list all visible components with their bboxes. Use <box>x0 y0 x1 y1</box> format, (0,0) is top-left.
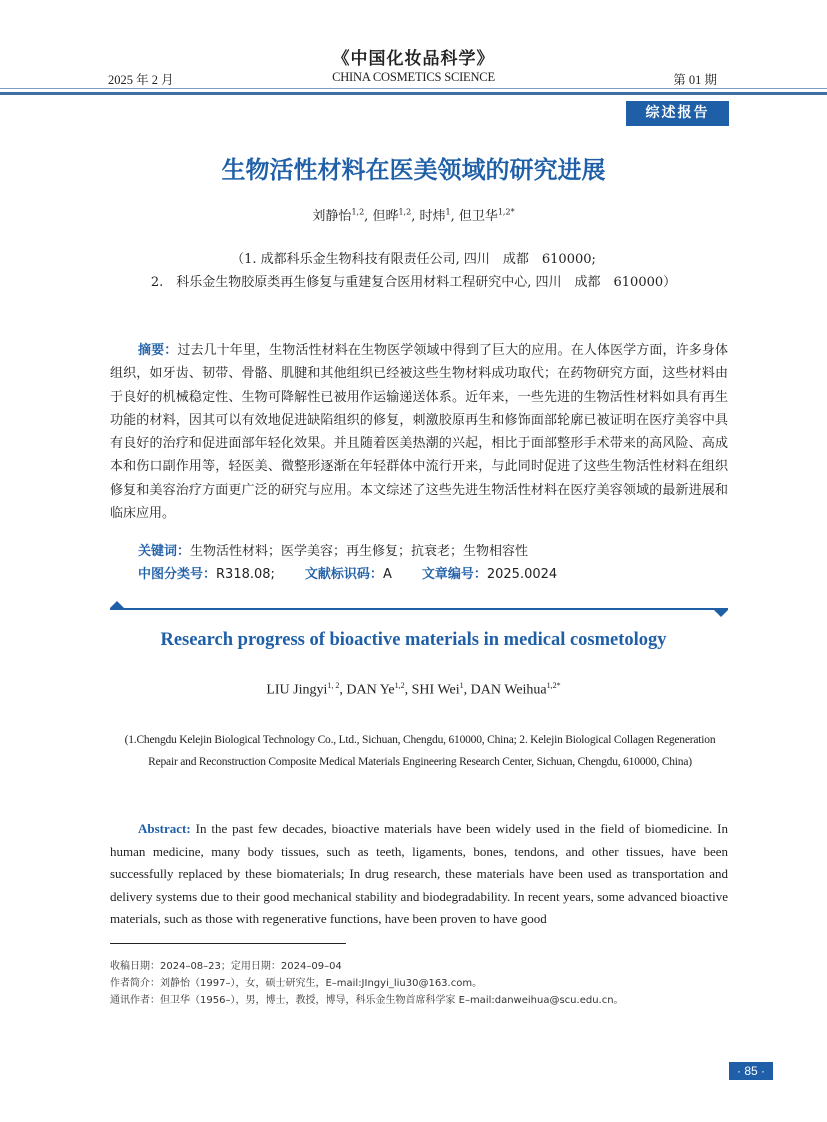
author-name: 时炜 <box>419 209 446 224</box>
author-affiliation-sup: 1,2 <box>394 681 405 690</box>
header-rule-thin <box>0 88 827 89</box>
footnote-corresponding-author: 通讯作者：但卫华（1956–），男，博士，教授，博导，科乐金生物首席科学家 E–mail:danweihua@scu.edu.cn。 <box>110 995 624 1006</box>
article-no-value: 2025.0024 <box>486 567 558 582</box>
abstract-cn <box>110 339 728 525</box>
page-number: · 85 · <box>729 1062 773 1080</box>
issue-date: 2025 年 2 月 <box>108 73 174 87</box>
author-affiliation-sup: 1,2 <box>398 207 412 217</box>
journal-name-en: CHINA COSMETICS SCIENCE <box>332 70 495 84</box>
author-name: DAN Ye <box>346 682 395 698</box>
keywords-text: 生物活性材料；医学美容；再生修复；抗衰老；生物相容性 <box>190 544 529 559</box>
author-affiliation-sup: 1 <box>459 681 464 690</box>
header-rule-thick <box>0 92 827 95</box>
section-badge: 综述报告 <box>626 101 729 126</box>
abstract-cn-label: 摘要： <box>138 343 178 358</box>
keywords-label: 关键词： <box>138 544 191 559</box>
author-affiliation-sup: 1,2* <box>497 207 515 217</box>
classification-line <box>138 563 557 582</box>
author-name: 刘静怡 <box>312 209 352 224</box>
affiliations-cn <box>0 248 827 294</box>
clc-label: 中图分类号： <box>138 567 217 582</box>
author-name: LIU Jingyi <box>266 682 328 698</box>
affiliation-line: 2. 科乐金生物胶原类再生修复与重建复合医用材料工程研究中心, 四川 成都 610000） <box>150 275 677 290</box>
abstract-en-text: In the past few decades, bioactive materials have been widely used in the field of biomedicine. In human medicine, many body tissues, such as teeth, ligaments, bones, tendons, and other tissues, have been successfully replaced by these biomaterials; In drug research, these materials have been used as transportation and delivery systems due to their good mechanical stability and biodegradability. In recent years, some advanced bioactive materials, such as those with regenerative functions, have been proven to have good <box>110 821 729 926</box>
journal-name-cn: 《中国化妆品科学》 <box>332 49 495 69</box>
footnote-received-date: 收稿日期：2024–08–23；定用日期：2024–09–04 <box>110 961 342 972</box>
affiliation-line: （1. 成都科乐金生物科技有限责任公司, 四川 成都 610000; <box>231 252 596 267</box>
doc-code-value: A <box>382 567 392 582</box>
author-name: 但卫华 <box>458 209 498 224</box>
author-name: DAN Weihua <box>470 682 547 698</box>
author-affiliation-sup: 1 <box>445 207 451 217</box>
section-divider <box>110 608 728 610</box>
clc-value: R318.08; <box>216 567 275 582</box>
authors-cn: 刘静怡$^{1,2}$, 但晔$^{1,2}$, 时炜$^1$, 但卫华$^{1,2*}$ <box>312 207 515 224</box>
footnote-rule <box>110 943 346 944</box>
abstract-en <box>110 818 728 931</box>
title-en: Research progress of bioactive materials in medical cosmetology <box>160 630 667 650</box>
affiliations-en: (1.Chengdu Kelejin Biological Technology Co., Ltd., Sichuan, Chengdu, 610000, China; 2. Kelejin Biological Collagen Regeneration Repair and Reconstruction Composite Medical Materials Engineering Research Center, Sichuan, Chengdu, 610000, China) <box>124 734 716 768</box>
author-name: 但晔 <box>372 209 399 224</box>
author-name: SHI Wei <box>411 682 460 698</box>
abstract-en-label: Abstract: <box>138 821 191 836</box>
divider-triangle-up-icon <box>110 601 124 608</box>
keywords <box>138 540 528 559</box>
footnotes <box>110 958 750 1009</box>
article-no-label: 文章编号： <box>421 567 487 582</box>
doc-code-label: 文献标识码： <box>304 567 383 582</box>
footnote-author-bio: 作者简介：刘静怡（1997–），女，硕士研究生，E–mail:JIngyi_liu30@163.com。 <box>110 978 483 989</box>
issue-number: 第 01 期 <box>673 73 717 87</box>
title-cn: 生物活性材料在医美领域的研究进展 <box>221 156 606 184</box>
authors-en: LIU Jingyi$^{1, 2}$, DAN Ye$^{1,2}$, SHI Wei$^1$, DAN Weihua$^{1,2*}$ <box>266 681 561 698</box>
abstract-cn-text: 过去几十年里，生物活性材料在生物医学领域中得到了巨大的应用。在人体医学方面，许多身体组织，如牙齿、韧带、骨骼、肌腱和其他组织已经被这些生物材料成功取代；在药物研究方面，这些材料由于良好的机械稳定性、生物可降解性已被用作运输递送体系。近年来，一些先进的生物活性材料如具有再生功能的材料，因其可以有效地促进缺陷组织的修复，刺激胶原再生和修饰面部轮廓已被证明在医疗美容中具有良好的治疗和促进面部年轻化效果。并且随着医美热潮的兴起，相比于面部整形手术带来的高风险、高成本和伤口副作用等，轻医美、微整形逐渐在年轻群体中流行开来，与此同时促进了这些生物活性材料在组织修复和美容治疗方面更广泛的研究与应用。本文综述了这些先进生物活性材料在医疗美容领域的最新进展和临床应用。 <box>110 343 728 522</box>
divider-triangle-down-icon <box>714 610 728 617</box>
author-affiliation-sup: 1,2 <box>351 207 365 217</box>
author-affiliation-sup: 1, 2 <box>327 681 340 690</box>
author-affiliation-sup: 1,2* <box>546 681 561 690</box>
